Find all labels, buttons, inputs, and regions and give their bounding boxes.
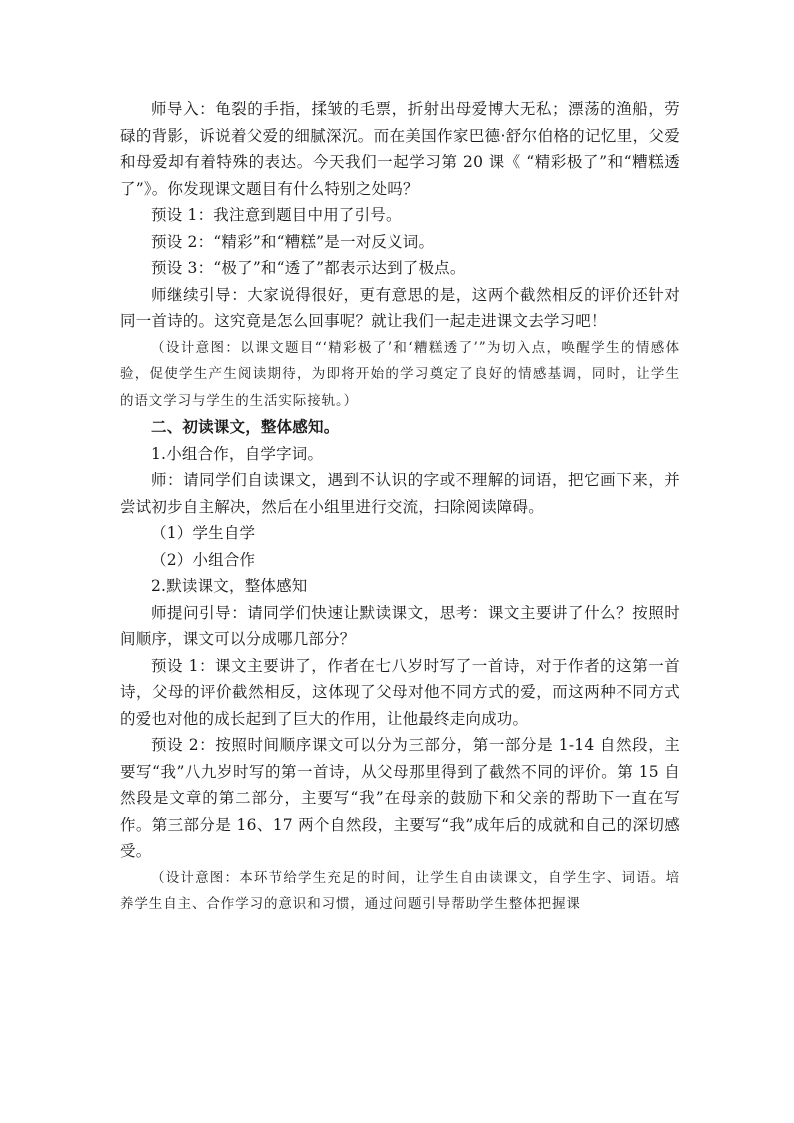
step-1-title: 1.小组合作，自学字词。 [151, 444, 324, 463]
substep-2: （2）小组合作 [151, 550, 256, 569]
design-intent-note-2: （设计意图：本环节给学生充足的时间，让学生自由读课文，自学生字、词语。培养学生自主、合作学习的意识和习惯，通过问题引导帮助学生整体把握课 [120, 869, 680, 912]
intro-paragraph: 师导入：龟裂的手指，揉皱的毛票，折射出母爱博大无私；漂荡的渔船，劳碌的背影，诉说着父爱的细腻深沉。而在美国作家巴德·舒尔伯格的记忆里，父爱和母爱却有着特殊的表达。今天我们一起学习第 20 课《 “精彩极了”和“糟糕透了”》。你发现课文题目有什么特别之处吗？ [120, 100, 680, 198]
section-heading: 二、初读课文，整体感知。 [151, 418, 340, 436]
step-2-title: 2.默读课文，整体感知 [151, 577, 308, 595]
answer-preset-2: 预设 2：按照时间顺序课文可以分为三部分，第一部分是 1-14 自然段，主要写“我”八九岁时写的第一首诗，从父母那里得到了截然不同的评价。第 15 自然段是文章的第二部分，主要写“我”在母亲的鼓励下和父亲的帮助下一直在写作。第三部分是 16、17 两个自然段，主要写“我”成年后的成就和自己的深切感受。 [120, 736, 680, 860]
preset-1: 预设 1：我注意到题目中用了引号。 [151, 206, 402, 224]
teacher-question: 师提问引导：请同学们快速让默读课文，思考：课文主要讲了什么？按照时间顺序，课文可以分成哪几部分？ [120, 603, 680, 648]
teacher-guidance: 师继续引导：大家说得很好，更有意思的是，这两个截然相反的评价还针对同一首诗的。这究竟是怎么回事呢？就让我们一起走进课文去学习吧！ [120, 285, 680, 330]
teacher-instruction: 师：请同学们自读课文，遇到不认识的字或不理解的词语，把它画下来，并尝试初步自主解决，然后在小组里进行交流，扫除阅读障碍。 [120, 471, 680, 516]
answer-preset-1: 预设 1：课文主要讲了，作者在七八岁时写了一首诗，对于作者的这第一首诗，父母的评价截然相反，这体现了父母对他不同方式的爱，而这两种不同方式的爱也对他的成长起到了巨大的作用，让他最终走向成功。 [120, 656, 680, 728]
document-body [120, 96, 680, 918]
preset-2: 预设 2：“精彩”和“糟糕”是一对反义词。 [151, 232, 435, 251]
substep-1: （1）学生自学 [151, 524, 256, 542]
design-intent-note: （设计意图：以课文题目“‘精彩极了’和‘糟糕透了’”为切入点，唤醒学生的情感体验，促使学生产生阅读期待，为即将开始的学习奠定了良好的情感基调，同时，让学生的语文学习与学生的生活实际接轨。） [120, 339, 680, 409]
preset-3: 预设 3：“极了”和“透了”都表示达到了极点。 [151, 259, 466, 277]
